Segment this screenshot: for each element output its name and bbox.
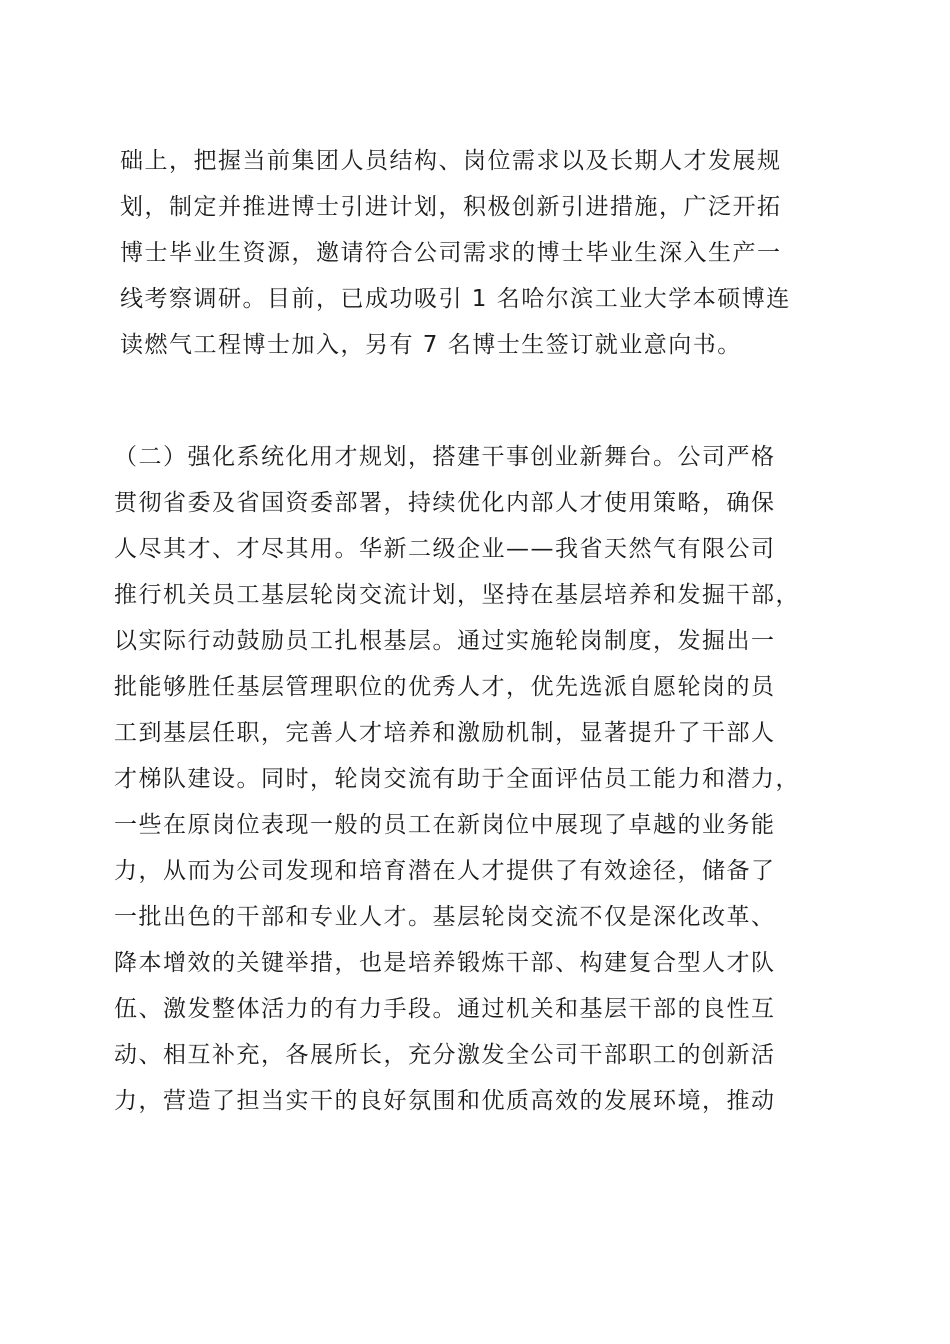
- text-line: 贯彻省委及省国资委部署，持续优化内部人才使用策略，确保: [114, 490, 776, 516]
- text-line: 础上，把握当前集团人员结构、岗位需求以及长期人才发展规: [120, 148, 782, 174]
- text-line: 力，从而为公司发现和培育潜在人才提供了有效途径，储备了: [114, 858, 776, 884]
- text-line: 博士毕业生资源，邀请符合公司需求的博士毕业生深入生产一: [120, 240, 782, 266]
- text-line: 人尽其才、才尽其用。华新二级企业——我省天然气有限公司: [114, 536, 776, 562]
- text-line: 推行机关员工基层轮岗交流计划，坚持在基层培养和发掘干部，: [114, 582, 800, 608]
- text-line: （二）强化系统化用才规划，搭建干事创业新舞台。公司严格: [114, 444, 776, 470]
- text-line: 工到基层任职，完善人才培养和激励机制，显著提升了干部人: [114, 720, 776, 746]
- text-line: 批能够胜任基层管理职位的优秀人才，优先选派自愿轮岗的员: [114, 674, 776, 700]
- paragraph-talent-usage: [114, 434, 834, 1124]
- text-line: 动、相互补充，各展所长，充分激发全公司干部职工的创新活: [114, 1042, 776, 1068]
- paragraph-talent-recruitment: [120, 138, 840, 368]
- text-line: 降本增效的关键举措，也是培养锻炼干部、构建复合型人才队: [114, 950, 776, 976]
- text-line: 才梯队建设。同时，轮岗交流有助于全面评估员工能力和潜力，: [114, 766, 800, 792]
- text-line: 以实际行动鼓励员工扎根基层。通过实施轮岗制度，发掘出一: [114, 628, 776, 654]
- text-line: 划，制定并推进博士引进计划，积极创新引进措施，广泛开拓: [120, 194, 782, 220]
- text-line: 读燃气工程博士加入，另有 7 名博士生签订就业意向书。: [120, 332, 742, 358]
- text-line: 伍、激发整体活力的有力手段。通过机关和基层干部的良性互: [114, 996, 776, 1022]
- text-line: 线考察调研。目前，已成功吸引 1 名哈尔滨工业大学本硕博连: [120, 286, 791, 312]
- text-line: 一批出色的干部和专业人才。基层轮岗交流不仅是深化改革、: [114, 904, 776, 930]
- text-line: 一些在原岗位表现一般的员工在新岗位中展现了卓越的业务能: [114, 812, 776, 838]
- text-line: 力，营造了担当实干的良好氛围和优质高效的发展环境，推动: [114, 1088, 776, 1114]
